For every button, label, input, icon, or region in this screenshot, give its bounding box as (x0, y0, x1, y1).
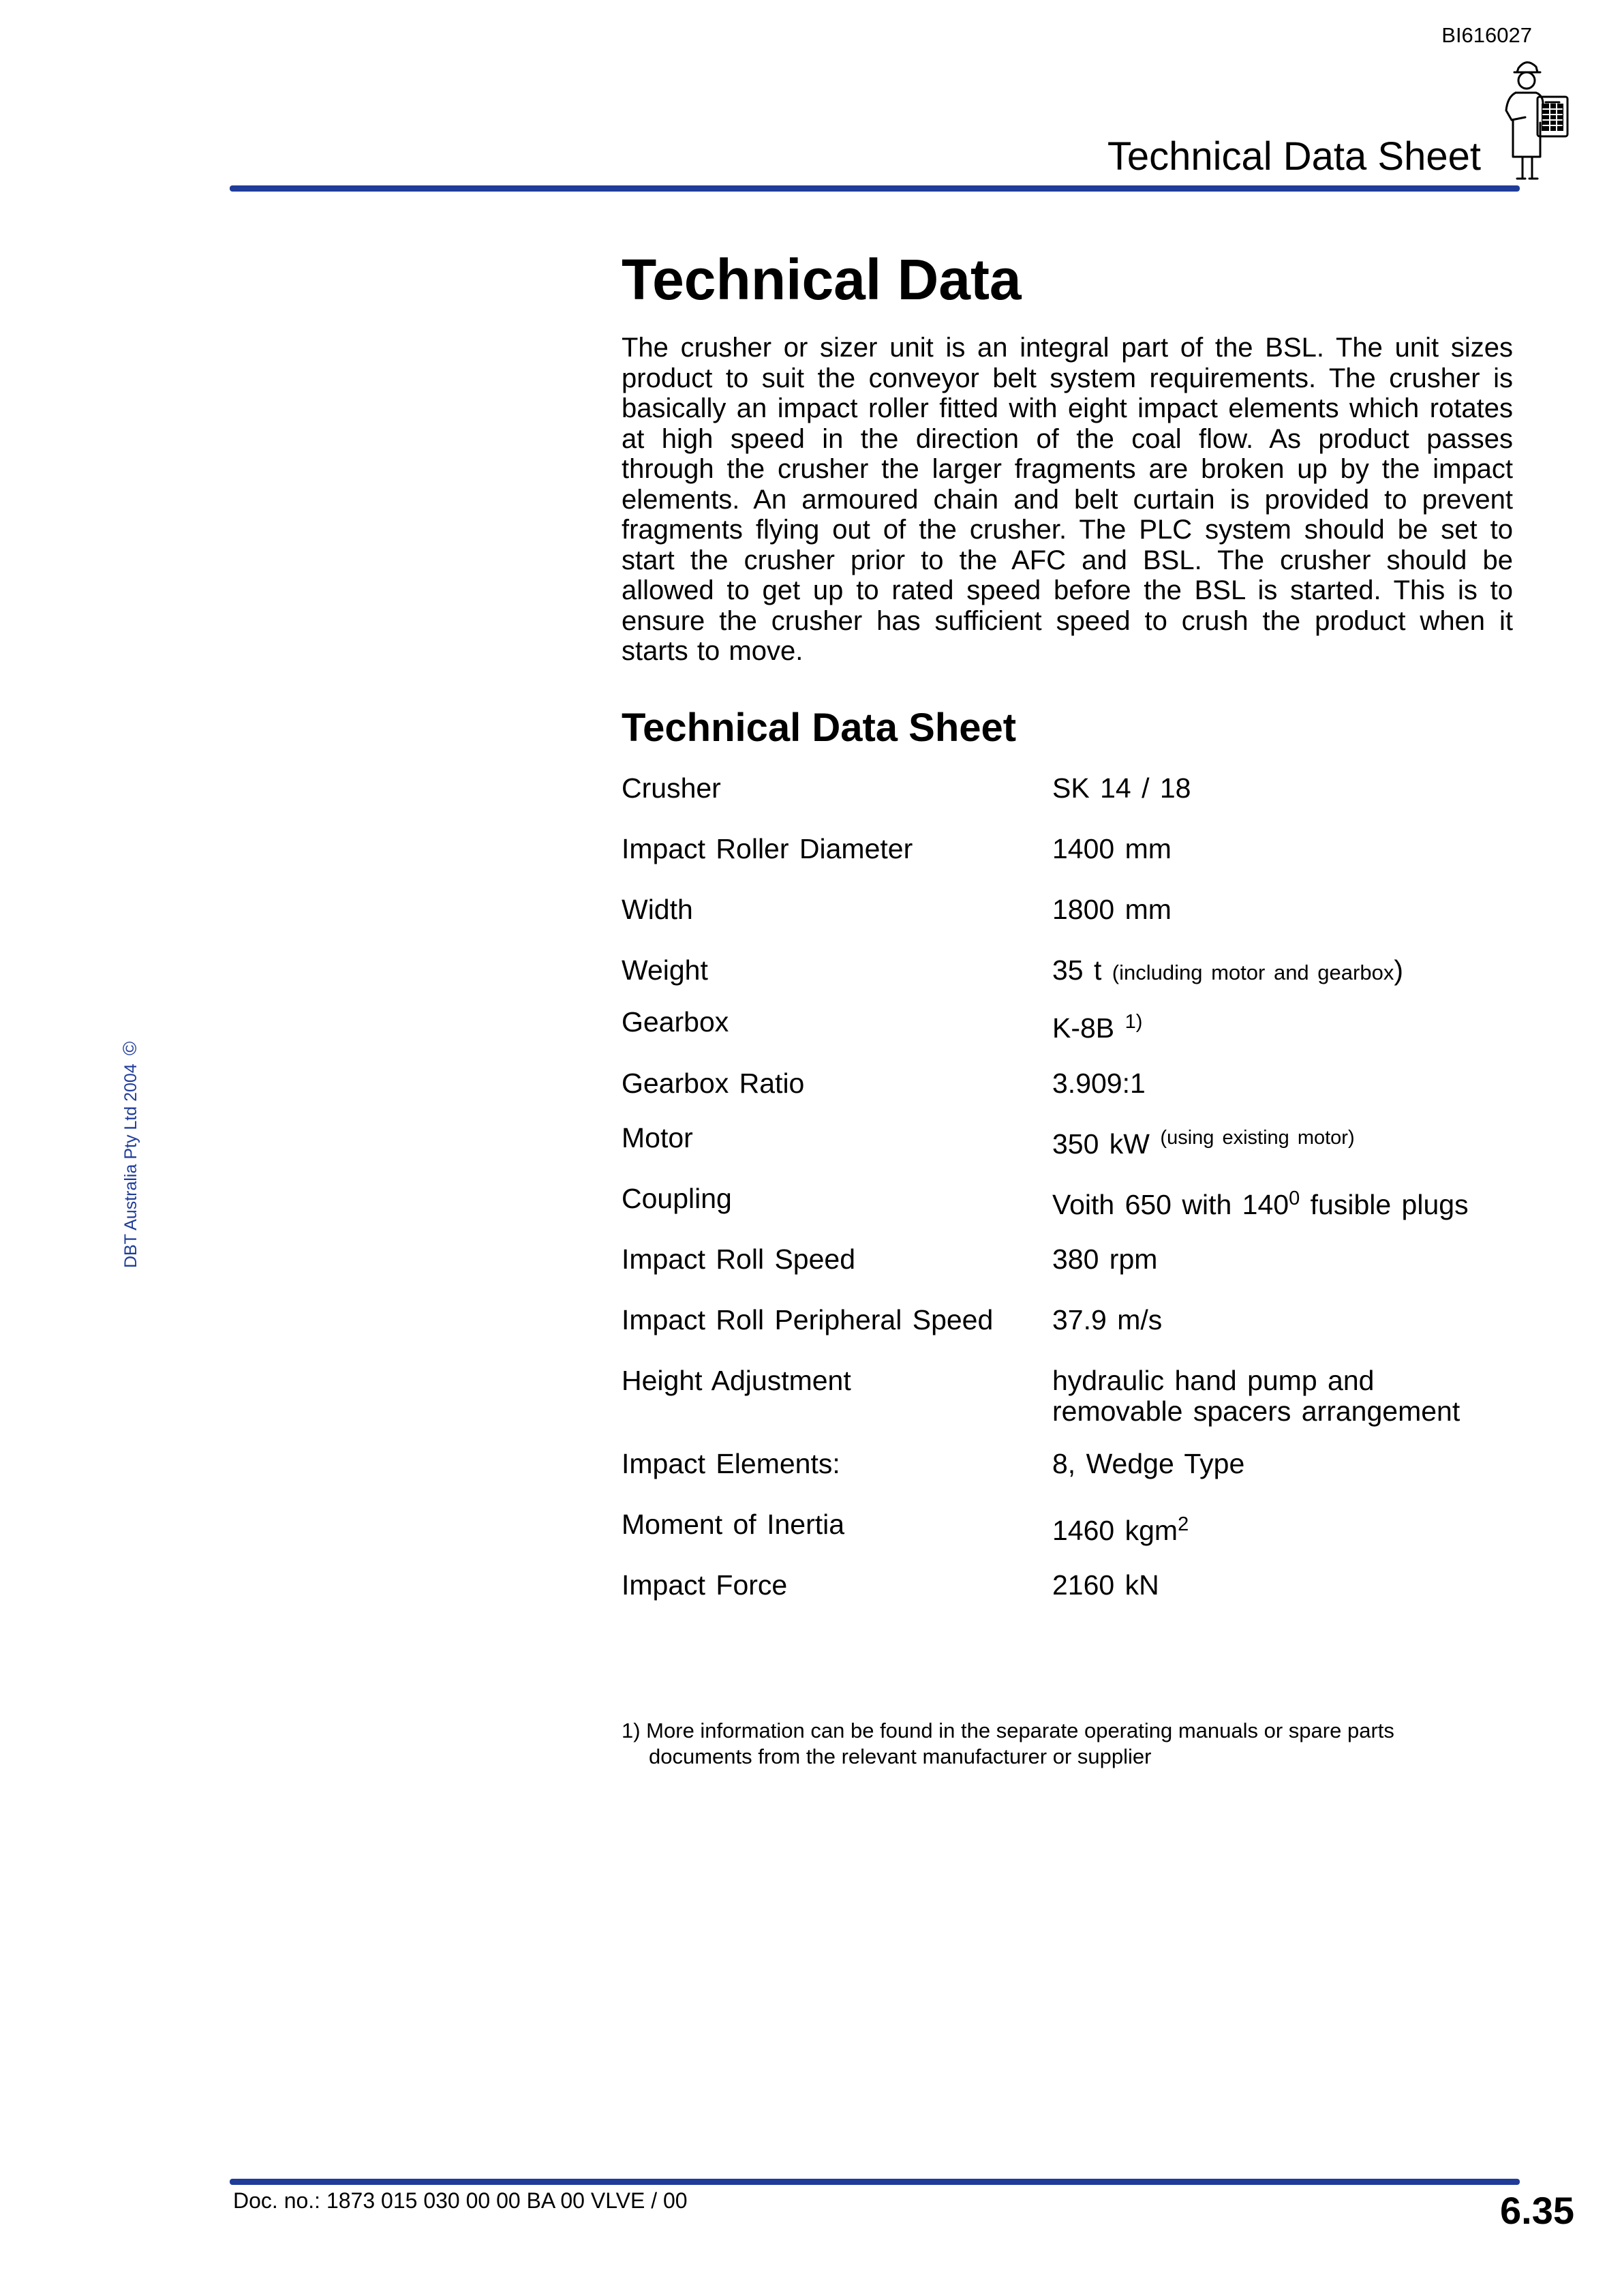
spec-label: Impact Roller Diameter (622, 833, 913, 864)
spec-value (1052, 1509, 1189, 1546)
spec-value-note: (using existing motor) (1160, 1127, 1355, 1149)
spec-label: Moment of Inertia (622, 1509, 845, 1540)
document-number: Doc. no.: 1873 015 030 00 00 BA 00 VLVE / 00 (233, 2188, 688, 2213)
spec-value-note-close: ) (1394, 954, 1403, 986)
spec-value-main: K-8B (1052, 1012, 1115, 1044)
spec-label: Width (622, 894, 693, 925)
spec-value-note: (including motor and gearbox (1112, 961, 1394, 984)
intro-paragraph: The crusher or sizer unit is an integral part of the BSL. The unit sizes product to suit the conveyor belt system requirements. The crusher is basically an impact roller fitted with eight impact elements which rotates at high speed in the direction of the coal flow. As product passes through the crusher the larger fragments are broken up by the impact elements. An armoured chain and belt curtain is provided to prevent fragments flying out of the crusher. The PLC system should be set to start the crusher prior to the AFC and BSL. The crusher should be allowed to get up to rated speed before the BSL is started. This is to ensure the crusher has sufficient speed to crush the product when it starts to move. (622, 333, 1513, 666)
header-rule (230, 185, 1520, 192)
spec-label: Impact Roll Speed (622, 1243, 856, 1275)
degree-superscript: 0 (1289, 1188, 1300, 1209)
page-number: 6.35 (1500, 2189, 1574, 2232)
spec-value (1052, 1123, 1355, 1160)
spec-value-main: Voith 650 with 140 (1052, 1189, 1289, 1220)
spec-label: Gearbox Ratio (622, 1068, 805, 1099)
spec-value: 37.9 m/s (1052, 1304, 1163, 1335)
unit-superscript: 2 (1178, 1513, 1189, 1535)
worker-with-clipboard-icon (1484, 55, 1580, 184)
spec-value: SK 14 / 18 (1052, 772, 1191, 804)
spec-label: Impact Elements: (622, 1448, 840, 1479)
spec-label: Impact Force (622, 1569, 788, 1601)
spec-value: 3.909:1 (1052, 1068, 1146, 1099)
footnote-ref: 1) (1124, 1011, 1143, 1033)
spec-value (1052, 1007, 1142, 1044)
spec-value (1052, 1183, 1469, 1220)
spec-label: Motor (622, 1122, 693, 1153)
spec-label: Impact Roll Peripheral Speed (622, 1304, 994, 1335)
spec-value-line1: hydraulic hand pump and (1052, 1365, 1375, 1396)
footnote-line-1: 1) More information can be found in the separate operating manuals or spare parts (622, 1719, 1394, 1742)
spec-value-suffix: fusible plugs (1310, 1189, 1469, 1220)
spec-label: Coupling (622, 1183, 732, 1214)
spec-value: 380 rpm (1052, 1243, 1158, 1275)
spec-value: 1400 mm (1052, 833, 1172, 864)
spec-value-main: 1460 kgm (1052, 1515, 1178, 1546)
spec-value-main: 350 kW (1052, 1128, 1150, 1160)
footnote-line-2: documents from the relevant manufacturer or supplier (649, 1744, 1152, 1768)
spec-label: Gearbox (622, 1006, 729, 1038)
spec-value: 1800 mm (1052, 894, 1172, 925)
spec-label: Weight (622, 954, 708, 986)
copyright-symbol: © (119, 1041, 140, 1056)
spec-label: Height Adjustment (622, 1365, 851, 1396)
spec-value-main: 35 t (1052, 954, 1102, 986)
footer-rule (230, 2179, 1520, 2185)
spec-value (1052, 1365, 1460, 1427)
page-title: Technical Data (622, 247, 1022, 312)
copyright-text: DBT Australia Pty Ltd 2004 (121, 1063, 140, 1268)
header-title: Technical Data Sheet (1107, 134, 1481, 179)
spec-value: 2160 kN (1052, 1569, 1159, 1601)
spec-value (1052, 955, 1403, 988)
spec-value-line2: removable spacers arrangement (1052, 1395, 1460, 1427)
document-code: BI616027 (1441, 23, 1532, 47)
side-copyright (119, 1042, 141, 1268)
spec-label: Crusher (622, 772, 721, 804)
footnote (622, 1718, 1508, 1770)
spec-value: 8, Wedge Type (1052, 1448, 1245, 1479)
section-title: Technical Data Sheet (622, 706, 1017, 750)
